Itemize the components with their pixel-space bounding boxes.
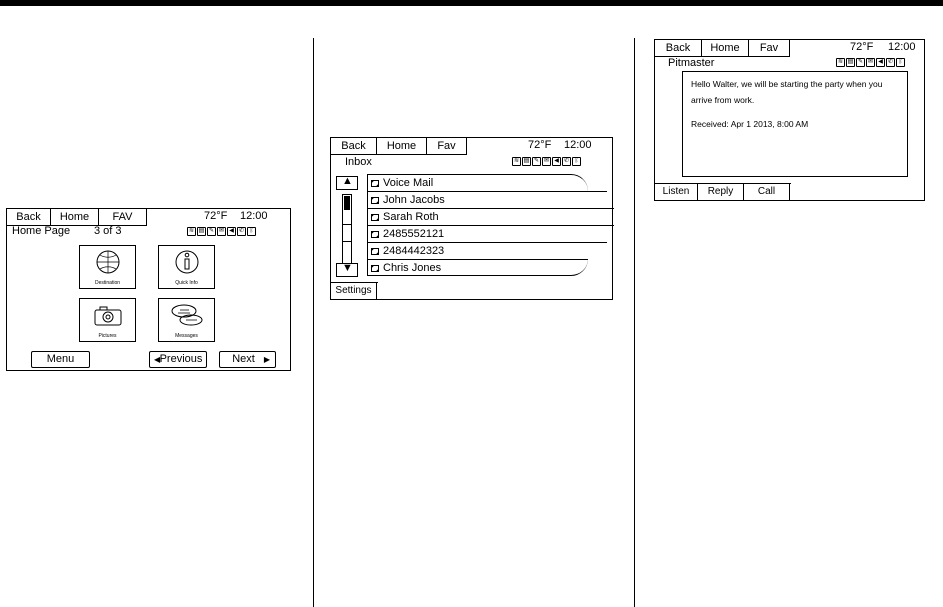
envelope-icon [371, 214, 379, 221]
bluetooth-icon: ᛒ [896, 58, 905, 67]
previous-label: Previous [159, 353, 203, 365]
mute-icon: ◀ [552, 157, 561, 166]
list-item[interactable] [367, 259, 588, 276]
settings-button[interactable]: Settings [331, 283, 377, 299]
fav-button[interactable]: FAV [99, 209, 147, 226]
home-button[interactable]: Home [51, 209, 99, 226]
list-item-label: John Jacobs [383, 194, 445, 206]
scroll-up-button[interactable] [336, 176, 358, 190]
list-item[interactable] [367, 191, 607, 208]
mail-icon: ✉ [218, 228, 225, 234]
tile-label: Quick Info [175, 280, 198, 286]
temperature: 72°F [850, 41, 874, 53]
message-body [682, 71, 908, 177]
list-item[interactable] [367, 174, 588, 191]
column-divider [634, 38, 635, 607]
reply-button[interactable]: Reply [698, 184, 744, 200]
top-rule [0, 0, 943, 6]
sender-name: Pitmaster [668, 57, 715, 69]
list-item-label: Chris Jones [383, 262, 442, 274]
text-icon: ✎ [857, 59, 864, 65]
list-item-label: 2484442323 [383, 245, 445, 257]
action-bar [655, 183, 791, 200]
settings-bar [331, 282, 378, 299]
home-button[interactable]: Home [702, 40, 749, 57]
envelope-icon [371, 248, 379, 255]
back-button[interactable]: Back [331, 138, 377, 155]
camera-icon [87, 302, 129, 328]
mail-icon: ✉ [543, 158, 550, 164]
mute-icon: ◀ [227, 227, 236, 236]
phone-icon: ✆ [563, 158, 570, 164]
fav-button[interactable]: Fav [749, 40, 790, 57]
chevron-right-icon: ▶ [263, 355, 270, 364]
page-title: Inbox [345, 156, 372, 168]
chevron-left-icon: ◀ [154, 355, 161, 364]
list-item-label: 2485552121 [383, 228, 445, 240]
tile-label: Messages [175, 333, 198, 339]
phone-icon: ✆ [238, 228, 245, 234]
pictures-tile[interactable] [79, 298, 136, 342]
speech-bubbles-icon [166, 302, 208, 328]
mail-icon: ✉ [867, 59, 874, 65]
temperature: 72°F [204, 210, 228, 222]
message-text: Hello Walter, we will be starting the party when you arrive from work. [691, 79, 883, 105]
list-item-label: Voice Mail [383, 177, 434, 189]
listen-button[interactable]: Listen [655, 184, 698, 200]
back-button[interactable]: Back [655, 40, 702, 57]
bluetooth-icon: ᛒ [572, 157, 581, 166]
clock: 12:00 [240, 210, 268, 222]
messages-tile[interactable] [158, 298, 215, 342]
envelope-icon [371, 180, 379, 187]
phone-book-icon: ▤ [198, 228, 205, 234]
envelope-icon [371, 265, 379, 272]
text-icon: ✎ [208, 228, 215, 234]
next-button[interactable] [219, 351, 276, 368]
column-divider [313, 38, 314, 607]
status-icons [187, 227, 256, 236]
list-item[interactable] [367, 242, 607, 259]
scrollbar-thumb[interactable] [344, 196, 350, 210]
wifi-icon: ≋ [837, 59, 844, 65]
status-icons [512, 157, 581, 166]
clock: 12:00 [564, 139, 592, 151]
info-icon [166, 249, 208, 275]
tile-label: Pictures [98, 333, 117, 339]
fav-button[interactable]: Fav [427, 138, 467, 155]
destination-tile[interactable] [79, 245, 136, 289]
received-timestamp: Received: Apr 1 2013, 8:00 AM [691, 119, 809, 129]
home-page-screen [6, 208, 291, 371]
temperature: 72°F [528, 139, 552, 151]
scrollbar-track[interactable] [342, 194, 352, 264]
quick-info-tile[interactable] [158, 245, 215, 289]
phone-icon: ✆ [887, 59, 894, 65]
call-button[interactable]: Call [744, 184, 790, 200]
text-icon: ✎ [533, 158, 540, 164]
previous-button[interactable] [149, 351, 207, 368]
message-screen [654, 39, 925, 201]
wifi-icon: ≋ [513, 158, 520, 164]
menu-button[interactable]: Menu [31, 351, 90, 368]
list-item[interactable] [367, 208, 614, 225]
list-item-label: Sarah Roth [383, 211, 439, 223]
envelope-icon [371, 231, 379, 238]
status-icons [836, 58, 905, 67]
scroll-down-button[interactable] [336, 263, 358, 277]
home-button[interactable]: Home [377, 138, 427, 155]
arrow-up-icon: ▲ [342, 175, 353, 187]
inbox-screen [330, 137, 613, 300]
wifi-icon: ≋ [188, 228, 195, 234]
envelope-icon [371, 197, 379, 204]
back-button[interactable]: Back [7, 209, 51, 226]
page-count: 3 of 3 [94, 225, 122, 237]
next-label: Next [232, 353, 255, 365]
bluetooth-icon: ᛒ [247, 227, 256, 236]
tile-label: Destination [94, 280, 120, 286]
clock: 12:00 [888, 41, 916, 53]
page-title: Home Page [12, 225, 71, 237]
list-item[interactable] [367, 225, 614, 242]
mute-icon: ◀ [876, 58, 885, 67]
phone-book-icon: ▤ [523, 158, 530, 164]
phone-book-icon: ▤ [847, 59, 854, 65]
arrow-down-icon: ▼ [342, 262, 353, 274]
globe-icon [87, 249, 129, 275]
